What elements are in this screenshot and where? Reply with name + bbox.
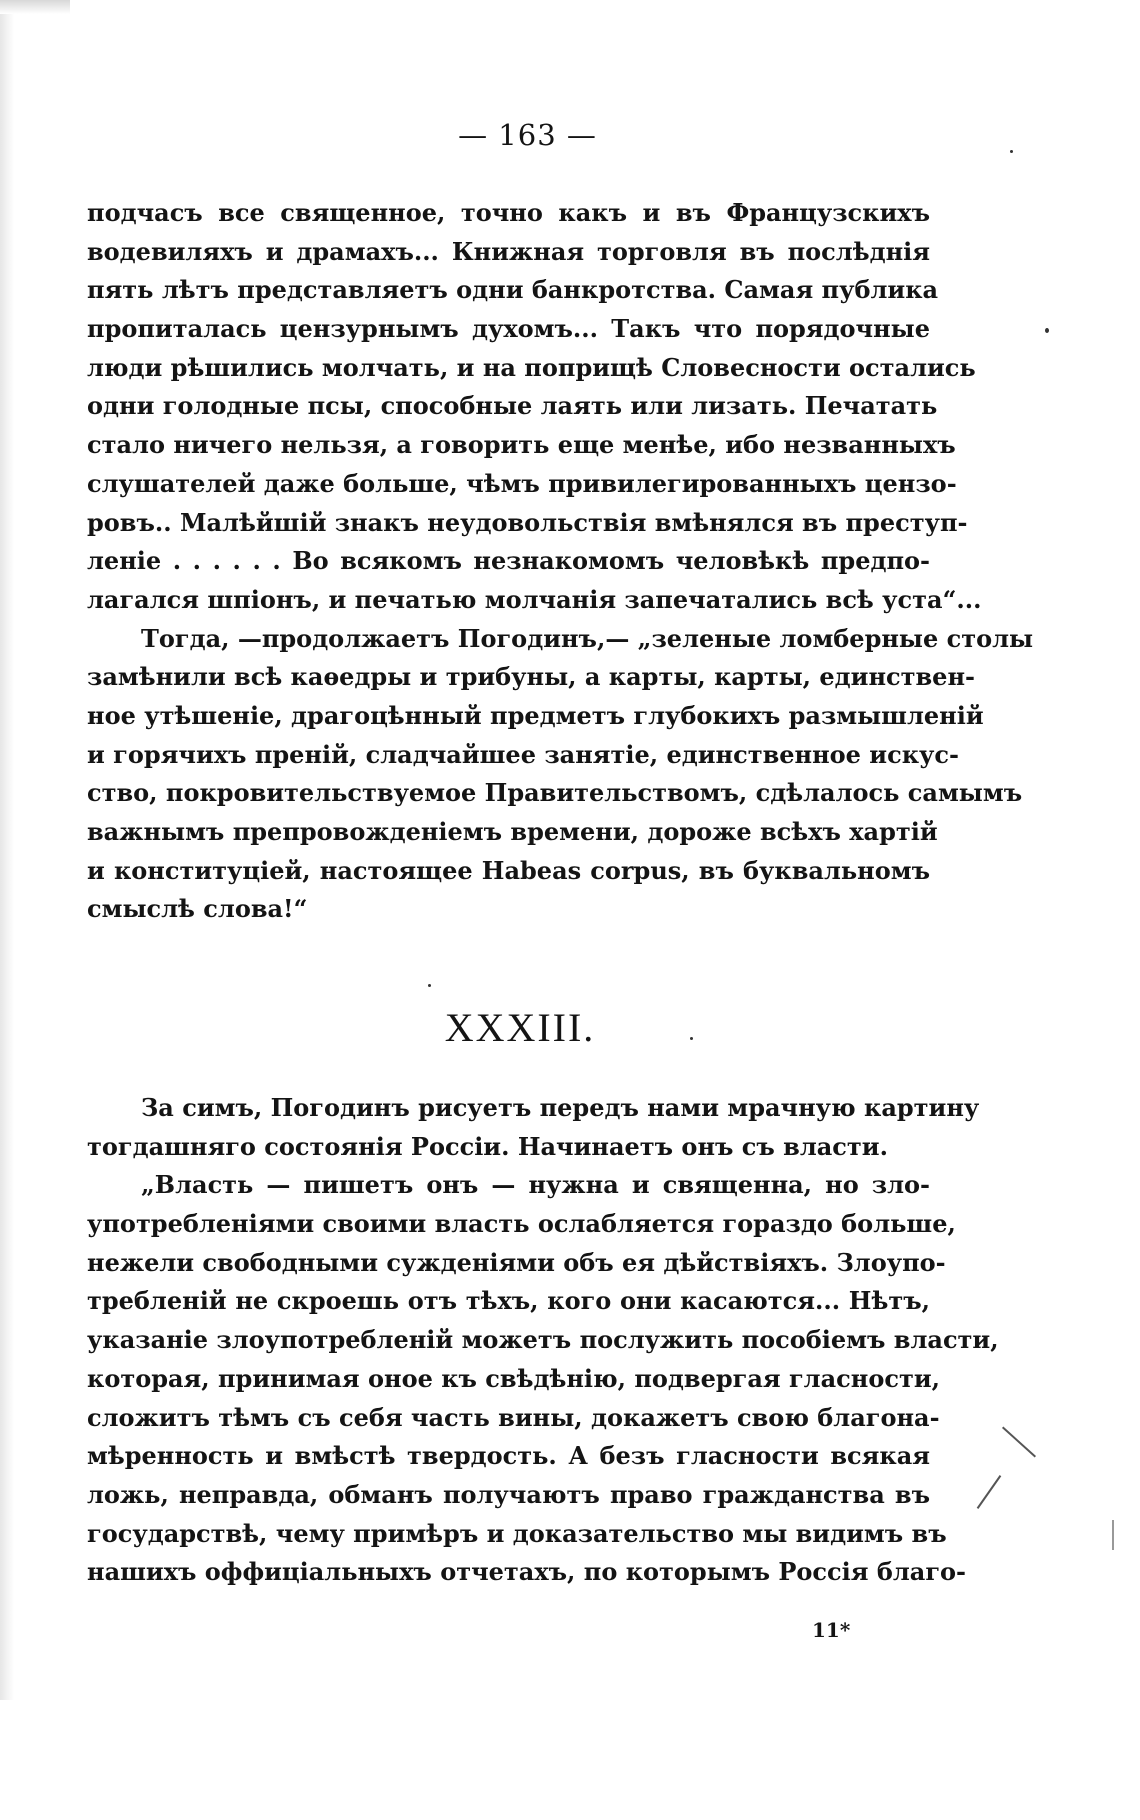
text-line: подчасъ все священное, точно какъ и въ Французскихъ <box>87 198 930 227</box>
text-line: указаніе злоупотребленій можетъ послужить пособіемъ власти, <box>87 1325 999 1355</box>
text-line: лагался шпіонъ, и печатью молчанія запечатались всѣ уста“... <box>87 584 982 614</box>
page-number: — 163 — <box>458 118 597 152</box>
text-line: употребленіями своими власть ослабляется гораздо больше, <box>87 1209 956 1239</box>
text-line: одни голодные псы, способные лаять или лизать. Печатать <box>87 391 938 421</box>
text-line: сложитъ тѣмъ съ себя часть вины, докажетъ свою благона- <box>87 1402 940 1432</box>
text-line: ложь, неправда, обманъ получаютъ право гражданства въ <box>87 1479 930 1509</box>
scan-scratch <box>1002 1427 1036 1458</box>
text-line: слушателей даже больше, чѣмъ привилегированныхъ цензо- <box>87 468 957 498</box>
text-line-paragraph-start: За симъ, Погодинъ рисуетъ передъ нами мрачную картину <box>141 1093 980 1122</box>
text-line-paragraph-start: Тогда, —продолжаетъ Погодинъ,— „зеленые ломберные столы <box>141 623 1034 653</box>
text-line: люди рѣшились молчать, и на поприщѣ Словесности остались <box>87 352 976 382</box>
scan-speck <box>1010 150 1013 153</box>
text-block-bottom <box>87 1089 999 1592</box>
text-line: и конституціей, настоящее Habeas corpus, въ буквальномъ <box>87 855 930 885</box>
text-line: ровъ.. Малѣйшій знакъ неудовольствія вмѣнялся въ преступ- <box>87 507 968 537</box>
scan-scratch <box>977 1475 1002 1509</box>
text-line: смыслѣ слова!“ <box>87 894 308 924</box>
text-line: тогдашняго состоянія Россіи. Начинаетъ онъ съ власти. <box>87 1131 888 1161</box>
text-line: треблeній не скроешь отъ тѣхъ, кого они касаются... Нѣтъ, <box>87 1286 930 1316</box>
text-line: нашихъ оффиціальныхъ отчетахъ, по которымъ Россія благо- <box>87 1557 966 1587</box>
text-block-top <box>87 194 1034 929</box>
text-line: ство, покровительствуемое Правительствомъ, сдѣлалось самымъ <box>87 778 1023 808</box>
text-line: водевиляхъ и драмахъ... Книжная торговля въ послѣднія <box>87 236 930 266</box>
page-corner-shadow <box>0 0 70 14</box>
text-line: мѣренность и вмѣстѣ твердость. А безъ гласности всякая <box>87 1441 930 1471</box>
text-line: нежели свободными сужденіями объ ея дѣйствіяхъ. Злоупо- <box>87 1247 946 1277</box>
text-line: леніе . . . . . . Во всякомъ незнакомомъ человѣкѣ предпо- <box>87 546 930 576</box>
scan-speck <box>690 1037 693 1040</box>
text-line-paragraph-start: „Власть — пишетъ онъ — нужна и священна, но зло- <box>141 1170 930 1200</box>
section-heading: XXXIII. <box>444 1005 596 1050</box>
scan-scratch <box>1112 1520 1114 1550</box>
page-edge-shadow <box>0 0 14 1700</box>
text-line: замѣнили всѣ каѳедры и трибуны, а карты, карты, единствен- <box>87 662 975 692</box>
text-line: пять лѣтъ представляетъ одни банкротства. Самая публика <box>87 275 939 305</box>
printer-signature-mark: 11* <box>812 1618 851 1642</box>
text-line: стало ничего нельзя, а говорить еще менѣе, ибо незванныхъ <box>87 430 956 460</box>
text-line: и горячихъ преній, сладчайшее занятіе, единственное искус- <box>87 739 959 769</box>
text-line: пропиталась цензурнымъ духомъ... Такъ что порядочные <box>87 314 930 344</box>
scan-speck <box>428 984 431 987</box>
text-line: важнымъ препровожденіемъ времени, дороже всѣхъ хартій <box>87 817 938 846</box>
scan-speck <box>1045 328 1049 333</box>
text-line: которая, принимая оное къ свѣдѣнію, подвергая гласности, <box>87 1363 940 1393</box>
text-line: государствѣ, чему примѣръ и доказательство мы видимъ въ <box>87 1518 947 1548</box>
text-line: ное утѣшеніе, драгоцѣнный предметъ глубокихъ размышленій <box>87 700 984 730</box>
